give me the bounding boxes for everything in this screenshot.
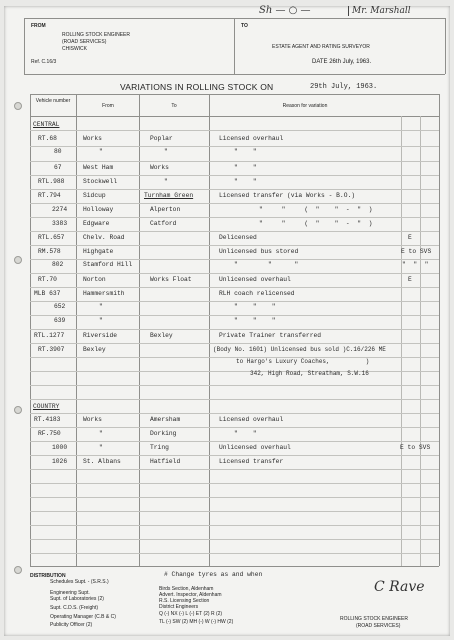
signatory-title: ROLLING STOCK ENGINEER [340, 616, 408, 622]
reason: " " [234, 430, 257, 437]
vehicle-number: 80 [54, 148, 62, 155]
reason: Delicensed [219, 234, 257, 241]
reason-address: 342, High Road, Streatham, S.W.16 [250, 370, 369, 377]
reason-note: E [408, 276, 412, 283]
reason-note: E [408, 234, 412, 241]
distribution-line: District Engineers [159, 604, 199, 610]
footer-note: # Change tyres as and when [164, 571, 263, 578]
reason: Licensed overhaul [219, 416, 284, 423]
reason: " " ( " " - " ) [259, 206, 373, 213]
from-depot: Highgate [83, 248, 114, 255]
reason: " " [234, 148, 257, 155]
distribution-line: TL (-) SW (2) MH (-) W (-) HW (2) [159, 619, 234, 625]
from-depot: Stockwell [83, 178, 118, 185]
to-depot: Hatfield [150, 458, 181, 465]
reason: " " [234, 164, 257, 171]
to-depot: " [164, 178, 168, 185]
distribution-line: Supt. C.D.S. (Freight) [50, 605, 99, 611]
from-depot: " [99, 303, 103, 310]
section-heading-central: CENTRAL [33, 121, 60, 128]
to-depot: " [164, 148, 168, 155]
from-depot: Sidcup [83, 192, 106, 199]
vehicle-number: 67 [54, 164, 62, 171]
vehicle-number: RTL.1277 [34, 332, 65, 339]
column-header-from: From [102, 103, 114, 109]
reason: RLH coach relicensed [219, 290, 295, 297]
from-line-1: ROLLING STOCK ENGINEER [62, 32, 130, 38]
reason: (Body No. 1601) Unlicensed bus sold )C.16/226 ME [213, 346, 386, 353]
reason: Licensed overhaul [219, 135, 284, 142]
to-depot: Turnham Green [144, 192, 194, 199]
from-label: FROM [31, 23, 46, 29]
reason: Licensed transfer (via Works - B.O.) [219, 192, 356, 199]
distribution-line: Operating Manager (C.B & C) [50, 614, 116, 620]
to-depot: Bexley [150, 332, 173, 339]
handwritten-initials: Sh — ○ — [259, 5, 311, 16]
vehicle-number: 1000 [52, 444, 68, 451]
from-depot: " [99, 317, 103, 324]
reason: Unlicensed overhaul [219, 276, 291, 283]
from-depot: Edgware [83, 220, 110, 227]
reason: Unlicensed overhaul [219, 444, 291, 451]
reason-note: " " " [402, 261, 429, 268]
document-date: DATE 26th July, 1963. [312, 59, 372, 65]
document-title: VARIATIONS IN ROLLING STOCK ON [120, 82, 274, 92]
reason-note: E to SVS [400, 444, 431, 451]
from-line-2: (ROAD SERVICES) [62, 39, 107, 45]
from-depot: St. Albans [83, 458, 121, 465]
reference: Ref. C.16/3 [31, 59, 57, 65]
to-depot: Alperton [150, 206, 181, 213]
reason: " " " [234, 303, 276, 310]
punch-hole [14, 256, 22, 264]
from-depot: Bexley [83, 346, 106, 353]
from-depot: Chelv. Road [83, 234, 125, 241]
from-depot: Hammersmith [83, 290, 125, 297]
vehicle-number: RTL.988 [38, 178, 65, 185]
punch-hole [14, 406, 22, 414]
reason-continued: to Hargo's Luxury Coaches, ) [236, 358, 370, 365]
vehicle-number: 652 [54, 303, 66, 310]
distribution-line: Birds Section, Aldenham [159, 586, 214, 592]
from-depot: Riverside [83, 332, 118, 339]
column-header-reason: Reason for variation [282, 103, 328, 109]
reason: " " ( " " - " ) [259, 220, 373, 227]
to-depot: Tring [150, 444, 169, 451]
signatory-subtitle: (ROAD SERVICES) [356, 623, 401, 629]
vehicle-number: 802 [52, 261, 64, 268]
vehicle-number: RM.578 [38, 248, 61, 255]
reason-note: E to SVS [401, 248, 432, 255]
vehicle-number: MLB 637 [34, 290, 61, 297]
vehicle-number: RF.750 [38, 430, 61, 437]
to-depot: Amersham [150, 416, 181, 423]
reason: " " " [234, 317, 276, 324]
distribution-line: Publicity Officer (2) [50, 622, 93, 628]
reason: " " [234, 178, 257, 185]
distribution-line: Engineering Supt. [50, 590, 90, 596]
distribution-line: Supt. of Laboratories (2) [50, 596, 104, 602]
column-header-vehicle: Vehicle number [35, 98, 71, 104]
to-depot: Dorking [150, 430, 177, 437]
to-depot: Works Float [150, 276, 192, 283]
to-line-1: ESTATE AGENT AND RATING SURVEYOR [272, 44, 370, 50]
reason: Private Trainer transferred [219, 332, 322, 339]
to-depot: Catford [150, 220, 177, 227]
from-depot: Stamford Hill [83, 261, 133, 268]
from-depot: Norton [83, 276, 106, 283]
to-depot: Poplar [150, 135, 173, 142]
vehicle-number: RT.68 [38, 135, 57, 142]
vehicle-number: 3383 [52, 220, 68, 227]
from-depot: " [99, 430, 103, 437]
section-heading-country: COUNTRY [33, 403, 60, 410]
distribution-line: Q (-) NX (-) L (-) ET (2) R (2) [159, 611, 223, 617]
reason: Licensed transfer [219, 458, 284, 465]
from-depot: " [99, 148, 103, 155]
from-depot: Works [83, 416, 102, 423]
vehicle-number: RT.4183 [34, 416, 61, 423]
from-depot: Holloway [83, 206, 114, 213]
distribution-label: DISTRIBUTION [30, 573, 66, 579]
column-header-to: To [171, 103, 177, 109]
reason: Unlicensed bus stored [219, 248, 299, 255]
vehicle-number: 639 [54, 317, 66, 324]
from-depot: Works [83, 135, 102, 142]
handwritten-recipient: Mr. Marshall [348, 6, 411, 16]
to-depot: Works [150, 164, 169, 171]
to-label: TO [241, 23, 248, 29]
distribution-line: Advert. Inspector, Aldenham [159, 592, 222, 598]
distribution-line: R.S. Licensing Section [159, 598, 210, 604]
punch-hole [14, 102, 22, 110]
vehicle-number: RT.794 [38, 192, 61, 199]
document-sheet [4, 6, 450, 636]
distribution-line: Schedules Supt. - (S.R.S.) [50, 579, 109, 585]
vehicle-number: RT.70 [38, 276, 57, 283]
title-date: 29th July, 1963. [310, 83, 378, 91]
signature: C Rave [374, 579, 425, 595]
punch-hole [14, 566, 22, 574]
from-depot: " [99, 444, 103, 451]
from-line-3: CHISWICK [62, 46, 87, 52]
vehicle-number: RT.3907 [38, 346, 65, 353]
vehicle-number: RTL.657 [38, 234, 65, 241]
vehicle-number: 1026 [52, 458, 68, 465]
vehicle-number: 2274 [52, 206, 68, 213]
reason: " " " [234, 261, 299, 268]
from-depot: West Ham [83, 164, 114, 171]
